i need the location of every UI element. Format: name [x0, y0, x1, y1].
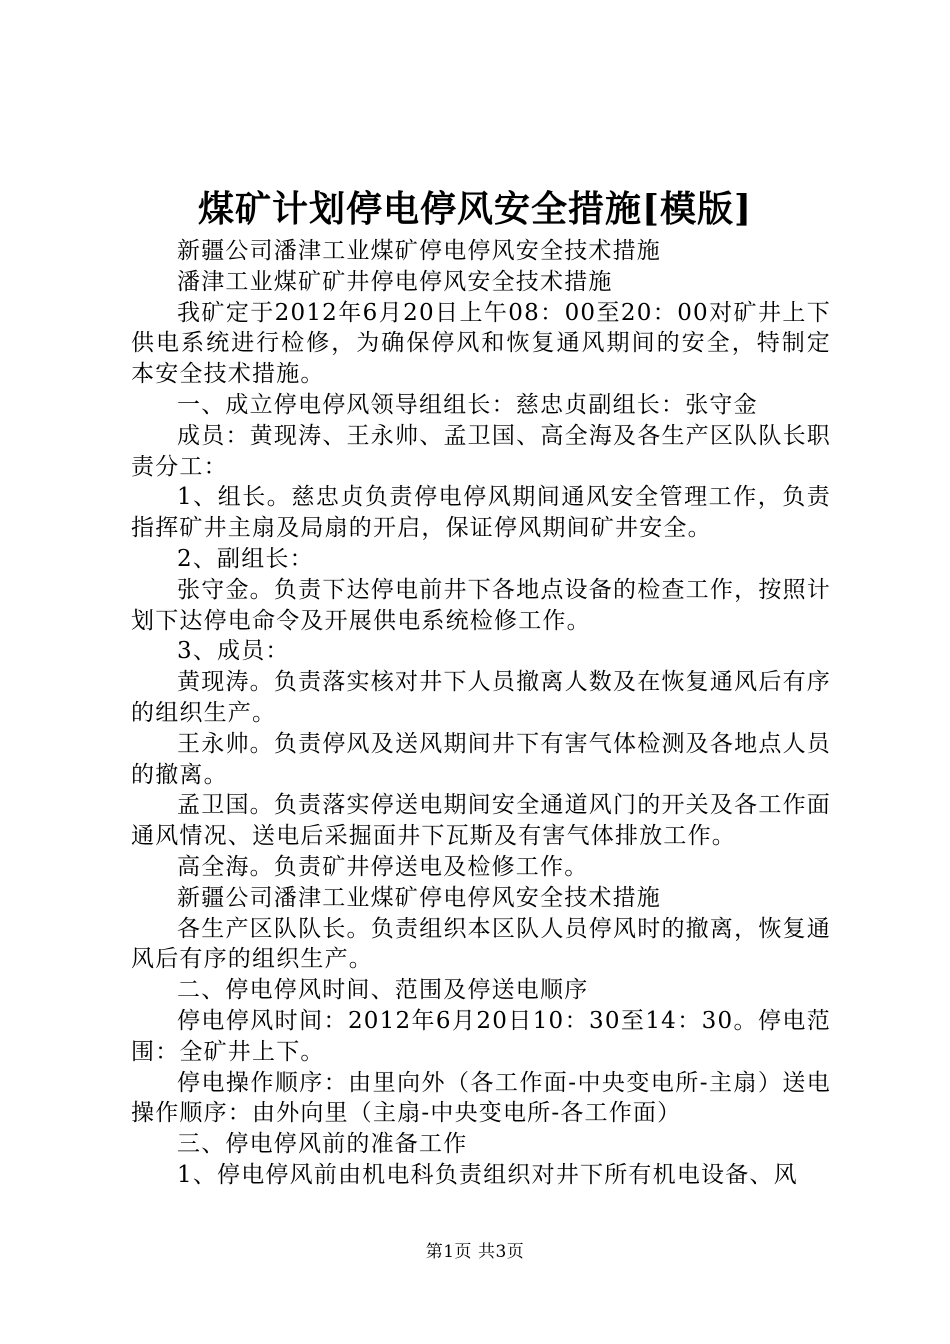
- paragraph: 1、组长。慈忠贞负责停电停风期间通风安全管理工作，负责指挥矿井主扇及局扇的开启，保证停风期间矿井安全。: [131, 484, 831, 542]
- page-footer: 第1页 共3页: [425, 1242, 525, 1262]
- paragraph: 停电操作顺序：由里向外（各工作面-中央变电所-主扇）送电操作顺序：由外向里（主扇-中央变电所-各工作面）: [131, 1069, 831, 1127]
- paragraph: 新疆公司潘津工业煤矿停电停风安全技术措施: [177, 884, 661, 911]
- paragraph: 黄现涛。负责落实核对井下人员撤离人数及在恢复通风后有序的组织生产。: [131, 669, 831, 726]
- paragraph: 张守金。负责下达停电前井下各地点设备的检查工作，按照计划下达停电命令及开展供电系统检修工作。: [131, 576, 831, 634]
- paragraph: 潘津工业煤矿矿井停电停风安全技术措施: [177, 268, 613, 295]
- paragraph: 2、副组长：: [177, 545, 314, 572]
- section-heading: 一、成立停电停风领导组组长：慈忠贞副组长：张守金: [177, 391, 758, 418]
- section-heading: 二、停电停风时间、范围及停送电顺序: [177, 977, 589, 1004]
- paragraph: 停电停风时间：2012年6月20日10：30至14：30。停电范围：全矿井上下。: [131, 1007, 831, 1065]
- paragraph: 1、停电停风前由机电科负责组织对井下所有机电设备、风: [177, 1161, 798, 1188]
- paragraph: 孟卫国。负责落实停送电期间安全通道风门的开关及各工作面通风情况、送电后采掘面井下瓦斯及有害气体排放工作。: [131, 792, 831, 850]
- paragraph: 王永帅。负责停风及送风期间井下有害气体检测及各地点人员的撤离。: [131, 730, 831, 788]
- paragraph: 高全海。负责矿井停送电及检修工作。: [177, 853, 589, 880]
- paragraph: 新疆公司潘津工业煤矿停电停风安全技术措施: [177, 238, 661, 264]
- document-title: 煤矿计划停电停风安全措施[模版]: [197, 188, 753, 230]
- paragraph: 3、成员：: [177, 638, 290, 665]
- paragraph: 成员：黄现涛、王永帅、孟卫国、高全海及各生产区队队长职责分工：: [131, 422, 831, 480]
- document-body: [131, 236, 831, 1191]
- section-heading: 三、停电停风前的准备工作: [177, 1131, 468, 1158]
- paragraph: 我矿定于2012年6月20日上午08：00至20：00对矿井上下供电系统进行检修，为确保停风和恢复通风期间的安全，特制定本安全技术措施。: [131, 299, 831, 388]
- paragraph: 各生产区队队长。负责组织本区队人员停风时的撤离，恢复通风后有序的组织生产。: [131, 915, 831, 973]
